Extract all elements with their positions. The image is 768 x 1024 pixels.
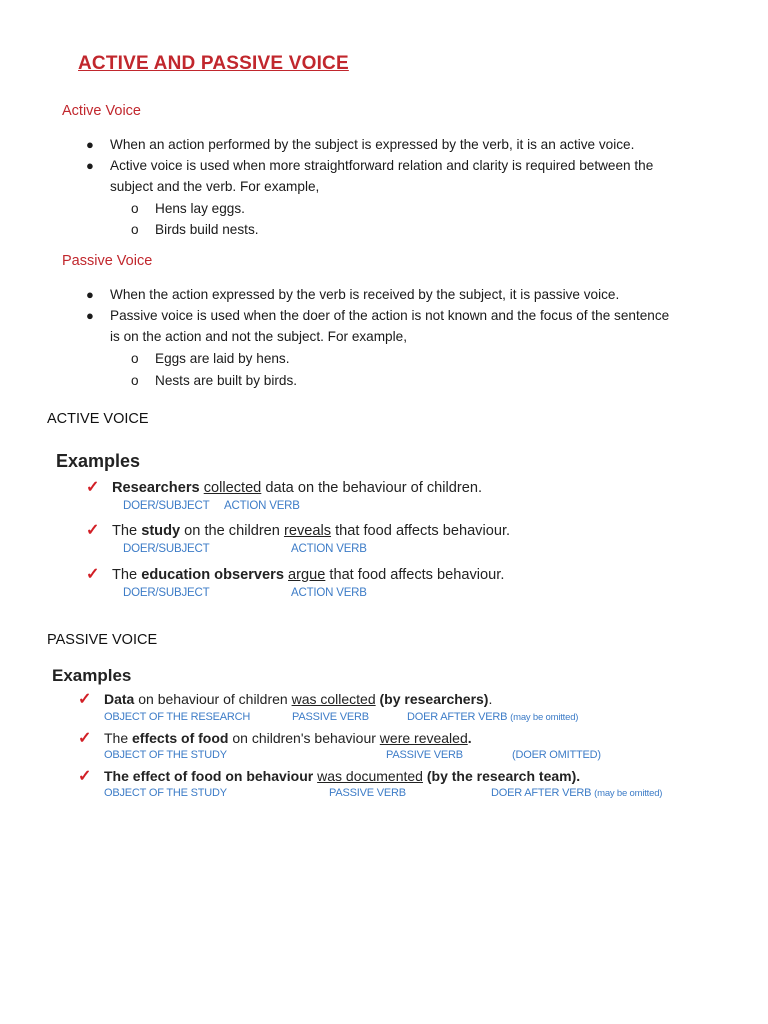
label-object-of-study: OBJECT OF THE STUDY (104, 749, 227, 761)
active-sub-example-2: o Birds build nests. (131, 222, 259, 237)
label-action-verb: ACTION VERB (291, 543, 367, 555)
label-passive-verb: PASSIVE VERB (329, 787, 406, 799)
checkmark-icon: ✓ (86, 522, 100, 539)
examples-title-active: Examples (56, 451, 141, 471)
label-doer-after-verb: DOER AFTER VERB (may be omitted) (491, 787, 663, 799)
passive-voice-heading: PASSIVE VOICE (47, 632, 158, 648)
label-doer-subject: DOER/SUBJECT (123, 587, 210, 599)
checkmark-icon: ✓ (86, 479, 100, 496)
label-passive-verb: PASSIVE VERB (292, 711, 369, 723)
checkmark-icon: ✓ (78, 691, 92, 708)
active-bullet-2: ● Active voice is used when more straightforward relation and clarity is required between the (86, 155, 706, 177)
active-example-3: ✓ The education observers argue that food affects behaviour. (86, 566, 505, 583)
active-sub-example-1: o Hens lay eggs. (131, 201, 245, 216)
passive-sub-example-1: o Eggs are laid by hens. (131, 351, 290, 366)
label-doer-subject: DOER/SUBJECT (123, 543, 210, 555)
passive-voice-subheading: Passive Voice (62, 253, 153, 269)
passive-example-3: ✓ The effect of food on behaviour was documented (by the research team). (78, 768, 581, 785)
label-object-of-study: OBJECT OF THE STUDY (104, 787, 227, 799)
page-title: ACTIVE AND PASSIVE VOICE (78, 53, 349, 74)
passive-example-2: ✓ The effects of food on children's behaviour were revealed. (78, 730, 472, 747)
examples-title-passive: Examples (52, 666, 132, 685)
passive-bullet-2: ● Passive voice is used when the doer of the action is not known and the focus of the sentence (86, 305, 706, 327)
checkmark-icon: ✓ (86, 566, 100, 583)
checkmark-icon: ✓ (78, 768, 92, 785)
active-example-2: ✓ The study on the children reveals that food affects behaviour. (86, 522, 511, 539)
passive-sub-example-2: o Nests are built by birds. (131, 373, 298, 388)
bullet-dot: ● (86, 158, 94, 173)
label-object-of-research: OBJECT OF THE RESEARCH (104, 711, 251, 723)
bullet-dot: ● (86, 287, 94, 302)
label-passive-verb: PASSIVE VERB (386, 749, 463, 761)
passive-example-1: ✓ Data on behaviour of children was collected (by researchers). (78, 691, 493, 708)
label-doer-after-verb: DOER AFTER VERB (may be omitted) (407, 711, 579, 723)
passive-bullet-1: ● When the action expressed by the verb is received by the subject, it is passive voice. (86, 284, 706, 306)
bullet-dot: ● (86, 308, 94, 323)
label-doer-subject: DOER/SUBJECT (123, 500, 210, 512)
active-bullet-2-cont: subject and the verb. For example, (110, 179, 320, 194)
active-voice-heading: ACTIVE VOICE (47, 411, 149, 427)
active-example-1: ✓ Researchers collected data on the behaviour of children. (86, 479, 482, 496)
bullet-dot: ● (86, 137, 94, 152)
label-action-verb: ACTION VERB (291, 587, 367, 599)
active-voice-subheading: Active Voice (62, 103, 141, 119)
passive-bullet-2-cont: is on the action and not the subject. For example, (110, 329, 407, 344)
checkmark-icon: ✓ (78, 730, 92, 747)
label-doer-omitted: (DOER OMITTED) (512, 749, 601, 761)
label-action-verb: ACTION VERB (224, 500, 300, 512)
active-bullet-1: ● When an action performed by the subject is expressed by the verb, it is an active voice. (86, 134, 706, 156)
